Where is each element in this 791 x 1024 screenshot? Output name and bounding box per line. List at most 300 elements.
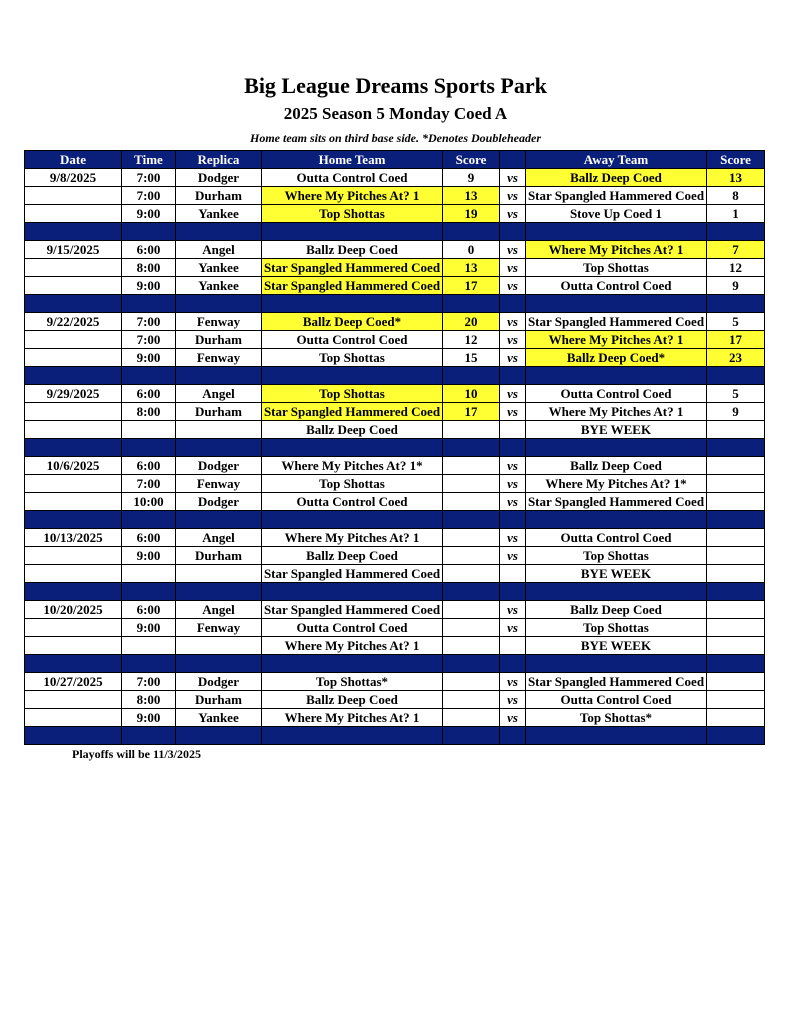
home-team-cell: Top Shottas bbox=[262, 475, 443, 493]
playoffs-note: Playoffs will be 11/3/2025 bbox=[72, 747, 201, 761]
away-score-cell: 9 bbox=[707, 403, 765, 421]
table-row bbox=[25, 529, 765, 547]
week-separator-row bbox=[25, 727, 765, 745]
week-separator-row bbox=[25, 583, 765, 601]
away-score-cell bbox=[707, 457, 765, 475]
date-cell bbox=[25, 637, 122, 655]
table-row bbox=[25, 637, 765, 655]
replica-cell: Yankee bbox=[176, 277, 262, 295]
date-cell bbox=[25, 421, 122, 439]
away-team-cell: Top Shottas* bbox=[526, 709, 707, 727]
home-team-cell: Star Spangled Hammered Coed bbox=[262, 565, 443, 583]
vs-cell: vs bbox=[500, 259, 526, 277]
table-row bbox=[25, 709, 765, 727]
separator-cell bbox=[443, 223, 500, 241]
date-cell: 9/22/2025 bbox=[25, 313, 122, 331]
away-team-cell: Star Spangled Hammered Coed bbox=[526, 187, 707, 205]
home-score-cell: 15 bbox=[443, 349, 500, 367]
vs-cell: vs bbox=[500, 475, 526, 493]
vs-cell: vs bbox=[500, 349, 526, 367]
replica-cell: Yankee bbox=[176, 709, 262, 727]
date-cell: 10/27/2025 bbox=[25, 673, 122, 691]
table-row bbox=[25, 691, 765, 709]
separator-cell bbox=[262, 367, 443, 385]
time-cell bbox=[122, 637, 176, 655]
time-cell: 9:00 bbox=[122, 205, 176, 223]
replica-cell: Durham bbox=[176, 547, 262, 565]
home-team-cell: Ballz Deep Coed* bbox=[262, 313, 443, 331]
away-team-cell: Top Shottas bbox=[526, 259, 707, 277]
separator-cell bbox=[500, 655, 526, 673]
date-cell bbox=[25, 493, 122, 511]
home-team-cell: Star Spangled Hammered Coed bbox=[262, 277, 443, 295]
away-score-cell: 1 bbox=[707, 205, 765, 223]
home-score-cell: 17 bbox=[443, 277, 500, 295]
date-cell: 9/8/2025 bbox=[25, 169, 122, 187]
home-team-cell: Top Shottas bbox=[262, 349, 443, 367]
home-score-cell bbox=[443, 637, 500, 655]
separator-cell bbox=[443, 727, 500, 745]
home-score-cell bbox=[443, 457, 500, 475]
home-score-cell: 19 bbox=[443, 205, 500, 223]
time-cell: 7:00 bbox=[122, 187, 176, 205]
table-row bbox=[25, 277, 765, 295]
vs-cell: vs bbox=[500, 169, 526, 187]
home-team-cell: Where My Pitches At? 1 bbox=[262, 529, 443, 547]
separator-cell bbox=[526, 367, 707, 385]
away-team-cell: Ballz Deep Coed bbox=[526, 169, 707, 187]
col-header-vs bbox=[500, 151, 526, 169]
time-cell: 7:00 bbox=[122, 331, 176, 349]
date-cell: 10/6/2025 bbox=[25, 457, 122, 475]
separator-cell bbox=[526, 223, 707, 241]
vs-cell: vs bbox=[500, 241, 526, 259]
separator-cell bbox=[443, 655, 500, 673]
time-cell: 9:00 bbox=[122, 547, 176, 565]
separator-cell bbox=[25, 295, 122, 313]
home-team-cell: Star Spangled Hammered Coed bbox=[262, 601, 443, 619]
away-team-cell: Star Spangled Hammered Coed bbox=[526, 673, 707, 691]
col-header-date: Date bbox=[25, 151, 122, 169]
separator-cell bbox=[25, 223, 122, 241]
replica-cell: Angel bbox=[176, 385, 262, 403]
vs-cell: vs bbox=[500, 673, 526, 691]
away-team-cell: Top Shottas bbox=[526, 547, 707, 565]
col-header-away-team: Away Team bbox=[526, 151, 707, 169]
time-cell: 8:00 bbox=[122, 691, 176, 709]
table-row bbox=[25, 421, 765, 439]
away-score-cell bbox=[707, 529, 765, 547]
date-cell bbox=[25, 349, 122, 367]
separator-cell bbox=[500, 583, 526, 601]
separator-cell bbox=[122, 511, 176, 529]
separator-cell bbox=[707, 439, 765, 457]
away-team-cell: Star Spangled Hammered Coed bbox=[526, 313, 707, 331]
replica-cell: Dodger bbox=[176, 457, 262, 475]
home-score-cell bbox=[443, 529, 500, 547]
vs-cell: vs bbox=[500, 529, 526, 547]
separator-cell bbox=[707, 511, 765, 529]
replica-cell: Dodger bbox=[176, 673, 262, 691]
home-score-cell bbox=[443, 673, 500, 691]
separator-cell bbox=[500, 511, 526, 529]
separator-cell bbox=[122, 655, 176, 673]
separator-cell bbox=[707, 727, 765, 745]
separator-cell bbox=[122, 439, 176, 457]
vs-cell: vs bbox=[500, 403, 526, 421]
separator-cell bbox=[707, 655, 765, 673]
separator-cell bbox=[526, 583, 707, 601]
replica-cell: Fenway bbox=[176, 475, 262, 493]
away-score-cell: 12 bbox=[707, 259, 765, 277]
table-row bbox=[25, 241, 765, 259]
home-score-cell: 13 bbox=[443, 187, 500, 205]
schedule-body bbox=[25, 169, 765, 745]
replica-cell: Durham bbox=[176, 691, 262, 709]
separator-cell bbox=[262, 655, 443, 673]
table-row bbox=[25, 565, 765, 583]
week-separator-row bbox=[25, 511, 765, 529]
separator-cell bbox=[176, 367, 262, 385]
replica-cell: Dodger bbox=[176, 169, 262, 187]
replica-cell: Fenway bbox=[176, 313, 262, 331]
replica-cell: Dodger bbox=[176, 493, 262, 511]
separator-cell bbox=[25, 367, 122, 385]
page-subtitle: 2025 Season 5 Monday Coed A bbox=[283, 104, 508, 123]
col-header-home-score: Score bbox=[443, 151, 500, 169]
separator-cell bbox=[500, 727, 526, 745]
time-cell bbox=[122, 421, 176, 439]
col-header-time: Time bbox=[122, 151, 176, 169]
table-row bbox=[25, 619, 765, 637]
home-score-cell: 13 bbox=[443, 259, 500, 277]
away-score-cell bbox=[707, 637, 765, 655]
separator-cell bbox=[176, 223, 262, 241]
separator-cell bbox=[122, 223, 176, 241]
home-team-cell: Ballz Deep Coed bbox=[262, 547, 443, 565]
date-cell: 9/15/2025 bbox=[25, 241, 122, 259]
time-cell: 9:00 bbox=[122, 349, 176, 367]
away-score-cell bbox=[707, 421, 765, 439]
replica-cell: Yankee bbox=[176, 205, 262, 223]
separator-cell bbox=[500, 223, 526, 241]
separator-cell bbox=[122, 583, 176, 601]
time-cell: 6:00 bbox=[122, 385, 176, 403]
home-score-cell bbox=[443, 601, 500, 619]
replica-cell bbox=[176, 565, 262, 583]
time-cell: 6:00 bbox=[122, 241, 176, 259]
away-score-cell: 13 bbox=[707, 169, 765, 187]
date-cell: 9/29/2025 bbox=[25, 385, 122, 403]
away-team-cell: Outta Control Coed bbox=[526, 529, 707, 547]
away-team-cell: Ballz Deep Coed bbox=[526, 457, 707, 475]
date-cell bbox=[25, 205, 122, 223]
home-team-cell: Where My Pitches At? 1 bbox=[262, 187, 443, 205]
table-row bbox=[25, 673, 765, 691]
away-score-cell: 9 bbox=[707, 277, 765, 295]
home-team-cell: Top Shottas bbox=[262, 205, 443, 223]
time-cell: 7:00 bbox=[122, 673, 176, 691]
away-team-cell: BYE WEEK bbox=[526, 637, 707, 655]
replica-cell: Fenway bbox=[176, 349, 262, 367]
away-team-cell: BYE WEEK bbox=[526, 421, 707, 439]
time-cell: 9:00 bbox=[122, 277, 176, 295]
away-score-cell bbox=[707, 565, 765, 583]
time-cell: 9:00 bbox=[122, 709, 176, 727]
away-team-cell: Where My Pitches At? 1 bbox=[526, 403, 707, 421]
separator-cell bbox=[176, 439, 262, 457]
table-row bbox=[25, 313, 765, 331]
home-score-cell bbox=[443, 475, 500, 493]
home-team-cell: Outta Control Coed bbox=[262, 493, 443, 511]
replica-cell: Fenway bbox=[176, 619, 262, 637]
away-team-cell: Star Spangled Hammered Coed bbox=[526, 493, 707, 511]
separator-cell bbox=[262, 439, 443, 457]
away-team-cell: Outta Control Coed bbox=[526, 691, 707, 709]
separator-cell bbox=[443, 439, 500, 457]
date-cell bbox=[25, 547, 122, 565]
time-cell: 7:00 bbox=[122, 169, 176, 187]
home-team-cell: Where My Pitches At? 1 bbox=[262, 637, 443, 655]
date-cell bbox=[25, 403, 122, 421]
replica-cell: Angel bbox=[176, 241, 262, 259]
vs-cell: vs bbox=[500, 691, 526, 709]
time-cell: 7:00 bbox=[122, 475, 176, 493]
vs-cell: vs bbox=[500, 277, 526, 295]
away-score-cell: 5 bbox=[707, 385, 765, 403]
table-row bbox=[25, 403, 765, 421]
date-cell bbox=[25, 475, 122, 493]
separator-cell bbox=[526, 511, 707, 529]
separator-cell bbox=[443, 295, 500, 313]
separator-cell bbox=[443, 583, 500, 601]
away-score-cell bbox=[707, 709, 765, 727]
separator-cell bbox=[707, 295, 765, 313]
table-row bbox=[25, 475, 765, 493]
date-cell bbox=[25, 691, 122, 709]
vs-cell: vs bbox=[500, 493, 526, 511]
vs-cell: vs bbox=[500, 547, 526, 565]
separator-cell bbox=[262, 583, 443, 601]
home-team-cell: Top Shottas bbox=[262, 385, 443, 403]
time-cell bbox=[122, 565, 176, 583]
vs-cell: vs bbox=[500, 313, 526, 331]
separator-cell bbox=[443, 511, 500, 529]
home-team-cell: Top Shottas* bbox=[262, 673, 443, 691]
week-separator-row bbox=[25, 223, 765, 241]
separator-cell bbox=[500, 295, 526, 313]
away-team-cell: Where My Pitches At? 1 bbox=[526, 241, 707, 259]
table-header-row bbox=[25, 151, 765, 169]
table-row bbox=[25, 601, 765, 619]
home-team-cell: Outta Control Coed bbox=[262, 169, 443, 187]
away-score-cell: 5 bbox=[707, 313, 765, 331]
replica-cell: Yankee bbox=[176, 259, 262, 277]
away-team-cell: Where My Pitches At? 1* bbox=[526, 475, 707, 493]
separator-cell bbox=[443, 367, 500, 385]
date-cell bbox=[25, 277, 122, 295]
replica-cell: Angel bbox=[176, 529, 262, 547]
separator-cell bbox=[500, 439, 526, 457]
schedule-table bbox=[24, 150, 765, 745]
away-team-cell: Stove Up Coed 1 bbox=[526, 205, 707, 223]
table-row bbox=[25, 187, 765, 205]
time-cell: 8:00 bbox=[122, 259, 176, 277]
away-score-cell bbox=[707, 601, 765, 619]
separator-cell bbox=[122, 367, 176, 385]
away-team-cell: Outta Control Coed bbox=[526, 277, 707, 295]
separator-cell bbox=[526, 439, 707, 457]
table-row bbox=[25, 547, 765, 565]
replica-cell bbox=[176, 421, 262, 439]
home-score-cell: 9 bbox=[443, 169, 500, 187]
separator-cell bbox=[25, 511, 122, 529]
home-score-cell: 20 bbox=[443, 313, 500, 331]
home-team-cell: Where My Pitches At? 1* bbox=[262, 457, 443, 475]
separator-cell bbox=[707, 223, 765, 241]
vs-cell bbox=[500, 421, 526, 439]
replica-cell: Durham bbox=[176, 403, 262, 421]
separator-cell bbox=[25, 583, 122, 601]
vs-cell: vs bbox=[500, 457, 526, 475]
separator-cell bbox=[262, 295, 443, 313]
home-score-cell bbox=[443, 565, 500, 583]
table-row bbox=[25, 457, 765, 475]
home-score-cell bbox=[443, 709, 500, 727]
home-score-cell bbox=[443, 493, 500, 511]
away-score-cell bbox=[707, 673, 765, 691]
separator-cell bbox=[262, 727, 443, 745]
separator-cell bbox=[122, 295, 176, 313]
vs-cell: vs bbox=[500, 205, 526, 223]
separator-cell bbox=[176, 511, 262, 529]
home-score-cell: 10 bbox=[443, 385, 500, 403]
vs-cell: vs bbox=[500, 709, 526, 727]
away-team-cell: BYE WEEK bbox=[526, 565, 707, 583]
vs-cell bbox=[500, 565, 526, 583]
date-cell bbox=[25, 259, 122, 277]
separator-cell bbox=[262, 223, 443, 241]
separator-cell bbox=[176, 655, 262, 673]
away-team-cell: Top Shottas bbox=[526, 619, 707, 637]
replica-cell: Durham bbox=[176, 187, 262, 205]
home-score-cell bbox=[443, 547, 500, 565]
separator-cell bbox=[176, 583, 262, 601]
date-cell bbox=[25, 565, 122, 583]
away-team-cell: Where My Pitches At? 1 bbox=[526, 331, 707, 349]
home-score-cell: 17 bbox=[443, 403, 500, 421]
col-header-replica: Replica bbox=[176, 151, 262, 169]
time-cell: 6:00 bbox=[122, 601, 176, 619]
separator-cell bbox=[500, 367, 526, 385]
time-cell: 10:00 bbox=[122, 493, 176, 511]
col-header-home-team: Home Team bbox=[262, 151, 443, 169]
date-cell bbox=[25, 709, 122, 727]
time-cell: 8:00 bbox=[122, 403, 176, 421]
replica-cell: Angel bbox=[176, 601, 262, 619]
away-score-cell bbox=[707, 691, 765, 709]
table-row bbox=[25, 259, 765, 277]
date-cell: 10/13/2025 bbox=[25, 529, 122, 547]
separator-cell bbox=[176, 727, 262, 745]
week-separator-row bbox=[25, 295, 765, 313]
separator-cell bbox=[526, 295, 707, 313]
table-row bbox=[25, 493, 765, 511]
col-header-away-score: Score bbox=[707, 151, 765, 169]
vs-cell: vs bbox=[500, 601, 526, 619]
away-team-cell: Outta Control Coed bbox=[526, 385, 707, 403]
home-score-cell bbox=[443, 691, 500, 709]
date-cell bbox=[25, 619, 122, 637]
table-row bbox=[25, 169, 765, 187]
separator-cell bbox=[176, 295, 262, 313]
replica-cell bbox=[176, 637, 262, 655]
away-team-cell: Ballz Deep Coed* bbox=[526, 349, 707, 367]
away-score-cell: 7 bbox=[707, 241, 765, 259]
separator-cell bbox=[262, 511, 443, 529]
home-team-cell: Outta Control Coed bbox=[262, 331, 443, 349]
vs-cell: vs bbox=[500, 331, 526, 349]
time-cell: 6:00 bbox=[122, 457, 176, 475]
date-cell bbox=[25, 187, 122, 205]
away-score-cell: 23 bbox=[707, 349, 765, 367]
vs-cell: vs bbox=[500, 619, 526, 637]
away-team-cell: Ballz Deep Coed bbox=[526, 601, 707, 619]
table-row bbox=[25, 205, 765, 223]
away-score-cell bbox=[707, 619, 765, 637]
week-separator-row bbox=[25, 439, 765, 457]
away-score-cell: 8 bbox=[707, 187, 765, 205]
separator-cell bbox=[707, 367, 765, 385]
separator-cell bbox=[526, 655, 707, 673]
week-separator-row bbox=[25, 655, 765, 673]
home-team-cell: Ballz Deep Coed bbox=[262, 421, 443, 439]
time-cell: 6:00 bbox=[122, 529, 176, 547]
vs-cell: vs bbox=[500, 187, 526, 205]
separator-cell bbox=[122, 727, 176, 745]
away-score-cell: 17 bbox=[707, 331, 765, 349]
home-team-cell: Ballz Deep Coed bbox=[262, 241, 443, 259]
vs-cell: vs bbox=[500, 385, 526, 403]
time-cell: 7:00 bbox=[122, 313, 176, 331]
separator-cell bbox=[707, 583, 765, 601]
home-score-cell: 0 bbox=[443, 241, 500, 259]
home-score-cell bbox=[443, 421, 500, 439]
home-team-cell: Where My Pitches At? 1 bbox=[262, 709, 443, 727]
home-score-cell bbox=[443, 619, 500, 637]
date-cell bbox=[25, 331, 122, 349]
table-row bbox=[25, 349, 765, 367]
home-team-cell: Ballz Deep Coed bbox=[262, 691, 443, 709]
schedule-note: Home team sits on third base side. *Denotes Doubleheader bbox=[250, 131, 541, 145]
vs-cell bbox=[500, 637, 526, 655]
home-score-cell: 12 bbox=[443, 331, 500, 349]
separator-cell bbox=[25, 439, 122, 457]
away-score-cell bbox=[707, 547, 765, 565]
home-team-cell: Star Spangled Hammered Coed bbox=[262, 259, 443, 277]
home-team-cell: Star Spangled Hammered Coed bbox=[262, 403, 443, 421]
table-row bbox=[25, 331, 765, 349]
home-team-cell: Outta Control Coed bbox=[262, 619, 443, 637]
time-cell: 9:00 bbox=[122, 619, 176, 637]
separator-cell bbox=[25, 655, 122, 673]
replica-cell: Durham bbox=[176, 331, 262, 349]
table-row bbox=[25, 385, 765, 403]
away-score-cell bbox=[707, 475, 765, 493]
date-cell: 10/20/2025 bbox=[25, 601, 122, 619]
page-title: Big League Dreams Sports Park bbox=[244, 73, 547, 98]
separator-cell bbox=[526, 727, 707, 745]
